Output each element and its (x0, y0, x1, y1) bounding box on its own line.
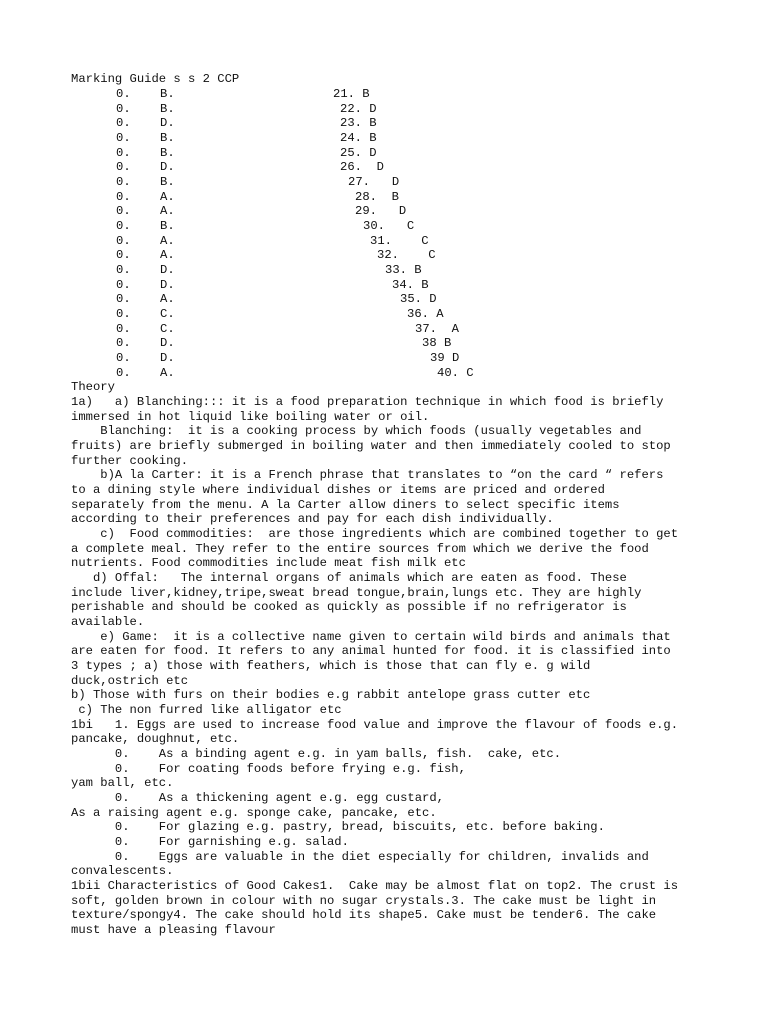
answer-number: 0. (116, 219, 131, 233)
theory-line: 1a) a) Blanching::: it is a food preparation technique in which food is briefly (71, 395, 664, 409)
answer-letter: D. (160, 160, 175, 174)
answer-right: 30. C (363, 219, 415, 233)
theory-line: immersed in hot liquid like boiling water or oil. (71, 410, 430, 424)
theory-line: yam ball, etc. (71, 776, 174, 790)
theory-line: 1bi 1. Eggs are used to increase food value and improve the flavour of foods e.g. (71, 718, 679, 732)
theory-line: must have a pleasing flavour (71, 923, 276, 937)
theory-line: perishable and should be cooked as quickly as possible if no refrigerator is (71, 600, 627, 614)
theory-line: e) Game: it is a collective name given to certain wild birds and animals that (71, 630, 671, 644)
answer-right: 29. D (355, 204, 407, 218)
answer-right: 25. D (340, 146, 377, 160)
theory-heading: Theory (71, 380, 115, 394)
theory-line: 0. As a thickening agent e.g. egg custard, (71, 791, 444, 805)
answer-letter: B. (160, 102, 175, 116)
answer-number: 0. (116, 292, 131, 306)
answer-number: 0. (116, 190, 131, 204)
theory-line: texture/spongy4. The cake should hold its shape5. Cake must be tender6. The cake (71, 908, 657, 922)
answer-number: 0. (116, 87, 131, 101)
answer-letter: D. (160, 116, 175, 130)
theory-line: further cooking. (71, 454, 189, 468)
answer-number: 0. (116, 175, 131, 189)
answer-number: 0. (116, 307, 131, 321)
theory-line: to a dining style where individual dishes or items are priced and ordered (71, 483, 605, 497)
answer-number: 0. (116, 351, 131, 365)
theory-line: As a raising agent e.g. sponge cake, pancake, etc. (71, 806, 437, 820)
answer-letter: B. (160, 146, 175, 160)
answer-right: 38 B (422, 336, 452, 350)
theory-line: 0. For glazing e.g. pastry, bread, biscuits, etc. before baking. (71, 820, 605, 834)
answer-right: 39 D (430, 351, 460, 365)
theory-line: a complete meal. They refer to the entire sources from which we derive the food (71, 542, 649, 556)
answer-number: 0. (116, 116, 131, 130)
theory-line: according to their preferences and pay for each dish individually. (71, 512, 554, 526)
theory-line: 0. For garnishing e.g. salad. (71, 835, 349, 849)
answer-right: 35. D (400, 292, 437, 306)
answer-right: 28. B (355, 190, 399, 204)
theory-line: fruits) are briefly submerged in boiling water and then immediately cooled to stop (71, 439, 671, 453)
answer-right: 27. D (348, 175, 400, 189)
answer-letter: A. (160, 204, 175, 218)
answer-right: 21. B (333, 87, 370, 101)
answer-letter: B. (160, 175, 175, 189)
answer-letter: A. (160, 190, 175, 204)
answer-letter: D. (160, 263, 175, 277)
theory-line: convalescents. (71, 864, 174, 878)
theory-line: Blanching: it is a cooking process by which foods (usually vegetables and (71, 424, 642, 438)
answer-letter: A. (160, 366, 175, 380)
answer-letter: C. (160, 307, 175, 321)
answer-letter: D. (160, 336, 175, 350)
answer-number: 0. (116, 234, 131, 248)
answer-letter: B. (160, 219, 175, 233)
answer-right: 24. B (340, 131, 377, 145)
answer-number: 0. (116, 322, 131, 336)
theory-line: 0. As a binding agent e.g. in yam balls, fish. cake, etc. (71, 747, 562, 761)
theory-line: b) Those with furs on their bodies e.g rabbit antelope grass cutter etc (71, 688, 591, 702)
answer-number: 0. (116, 204, 131, 218)
answer-right: 26. D (340, 160, 384, 174)
answer-number: 0. (116, 366, 131, 380)
theory-line: include liver,kidney,tripe,sweat bread tongue,brain,lungs etc. They are highly (71, 586, 642, 600)
answer-letter: D. (160, 278, 175, 292)
answer-number: 0. (116, 131, 131, 145)
answer-right: 37. A (415, 322, 459, 336)
theory-line: pancake, doughnut, etc. (71, 732, 240, 746)
answer-right: 34. B (392, 278, 429, 292)
answer-letter: D. (160, 351, 175, 365)
theory-line: b)A la Carter: it is a French phrase that translates to “on the card “ refers (71, 468, 664, 482)
answer-letter: B. (160, 131, 175, 145)
answer-right: 36. A (407, 307, 444, 321)
answer-number: 0. (116, 248, 131, 262)
answer-number: 0. (116, 160, 131, 174)
theory-line: 3 types ; a) those with feathers, which is those that can fly e. g wild (71, 659, 591, 673)
answer-right: 33. B (385, 263, 422, 277)
answer-number: 0. (116, 263, 131, 277)
theory-line: duck,ostrich etc (71, 674, 189, 688)
answer-number: 0. (116, 336, 131, 350)
theory-line: available. (71, 615, 145, 629)
theory-line: c) Food commodities: are those ingredients which are combined together to get (71, 527, 679, 541)
document-title: Marking Guide s s 2 CCP (71, 72, 240, 86)
answer-number: 0. (116, 146, 131, 160)
theory-line: separately from the menu. A la Carter allow diners to select specific items (71, 498, 620, 512)
theory-line: are eaten for food. It refers to any animal hunted for food. it is classified into (71, 644, 671, 658)
answer-letter: A. (160, 292, 175, 306)
answer-letter: A. (160, 248, 175, 262)
answer-right: 23. B (340, 116, 377, 130)
theory-line: d) Offal: The internal organs of animals which are eaten as food. These (71, 571, 627, 585)
answer-right: 31. C (370, 234, 429, 248)
theory-line: 0. Eggs are valuable in the diet especially for children, invalids and (71, 850, 649, 864)
theory-line: nutrients. Food commodities include meat fish milk etc (71, 556, 466, 570)
theory-line: c) The non furred like alligator etc (71, 703, 342, 717)
theory-line: 0. For coating foods before frying e.g. fish, (71, 762, 466, 776)
theory-line: 1bii Characteristics of Good Cakes1. Cake may be almost flat on top2. The crust is (71, 879, 679, 893)
answer-letter: A. (160, 234, 175, 248)
answer-letter: C. (160, 322, 175, 336)
answer-right: 22. D (340, 102, 377, 116)
answer-letter: B. (160, 87, 175, 101)
theory-line: soft, golden brown in colour with no sugar crystals.3. The cake must be light in (71, 894, 657, 908)
answer-number: 0. (116, 102, 131, 116)
answer-right: 40. C (437, 366, 474, 380)
answer-right: 32. C (377, 248, 436, 262)
answer-number: 0. (116, 278, 131, 292)
